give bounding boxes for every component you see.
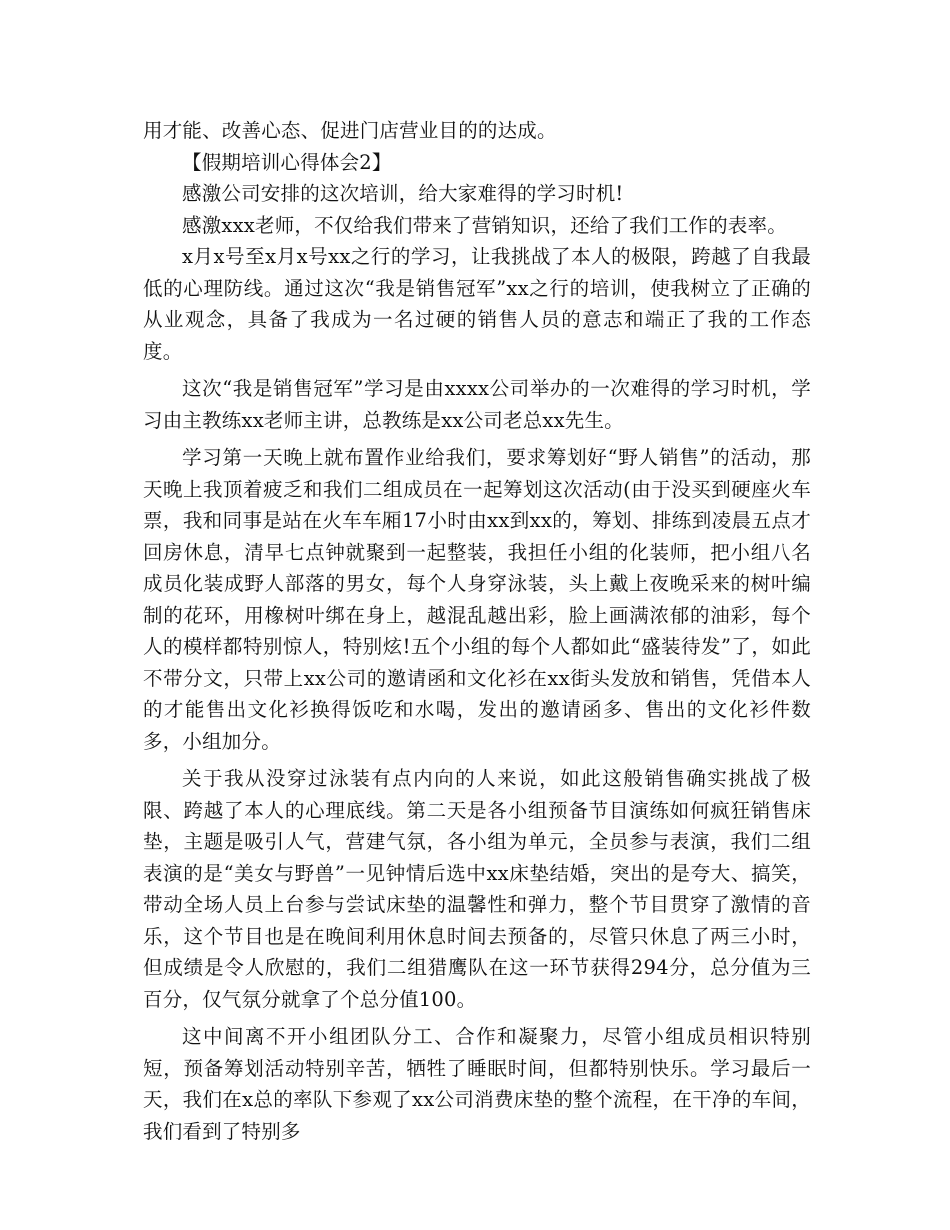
paragraph: 关于我从没穿过泳装有点内向的人来说，如此这般销售确实挑战了极限、跨越了本人的心理底线。第二天是各小组预备节目演练如何疯狂销售床垫，主题是吸引人气，营建气氛，各小组为单元，全员参与表演，我们二组表演的是“美女与野兽”一见钟情后选中xx床垫结婚，突出的是夸大、搞笑，带动全场人员上台参与尝试床垫的温馨性和弹力，整个节目贯穿了激情的音乐，这个节目也是在晚间利用休息时间去预备的，尽管只休息了两三小时，但成绩是令人欣慰的，我们二组猎鹰队在这一环节获得294分，总分值为三百分，仅气氛分就拿了个总分值100。 [143,767,811,1011]
paragraph: x月x号至x月x号xx之行的学习，让我挑战了本人的极限，跨越了自我最低的心理防线。通过这次“我是销售冠军”xx之行的培训，使我树立了正确的从业观念，具备了我成为一名过硬的销售人员的意志和端正了我的工作态度。 [143,245,811,363]
document-body [143,115,811,1147]
paragraph: 这中间离不开小组团队分工、合作和凝聚力，尽管小组成员相识特别短，预备筹划活动特别辛苦，牺牲了睡眠时间，但都特别快乐。学习最后一天，我们在x总的率队下参观了xx公司消费床垫的整个流程，在干净的车间，我们看到了特别多 [143,1025,811,1143]
paragraph: 这次“我是销售冠军”学习是由xxxx公司举办的一次难得的学习时机，学习由主教练xx老师主讲，总教练是xx公司老总xx先生。 [143,377,811,432]
paragraph: 感激xxx老师，不仅给我们带来了营销知识，还给了我们工作的表率。 [182,213,787,237]
paragraph: 感激公司安排的这次培训，给大家难得的学习时机! [182,182,624,205]
section-heading: 【假期培训心得体会2】 [182,150,392,174]
paragraph: 学习第一天晚上就布置作业给我们，要求筹划好“野人销售”的活动，那天晚上我顶着疲乏和我们二组成员在一起筹划这次活动(由于没买到硬座火车票，我和同事是站在火车车厢17小时由xx到xx的，筹划、排练到凌晨五点才回房休息，清早七点钟就聚到一起整装，我担任小组的化装师，把小组八名成员化装成野人部落的男女，每个人身穿泳装，头上戴上夜晚采来的树叶编制的花环，用橡树叶绑在身上，越混乱越出彩，脸上画满浓郁的油彩，每个人的模样都特别惊人，特别炫!五个小组的每个人都如此“盛装待发”了，如此不带分文，只带上xx公司的邀请函和文化衫在xx街头发放和销售，凭借本人的才能售出文化衫换得饭吃和水喝，发出的邀请函多、售出的文化衫件数多，小组加分。 [143,446,811,753]
paragraph-continuation: 用才能、改善心态、促进门店营业目的的达成。 [143,119,557,142]
